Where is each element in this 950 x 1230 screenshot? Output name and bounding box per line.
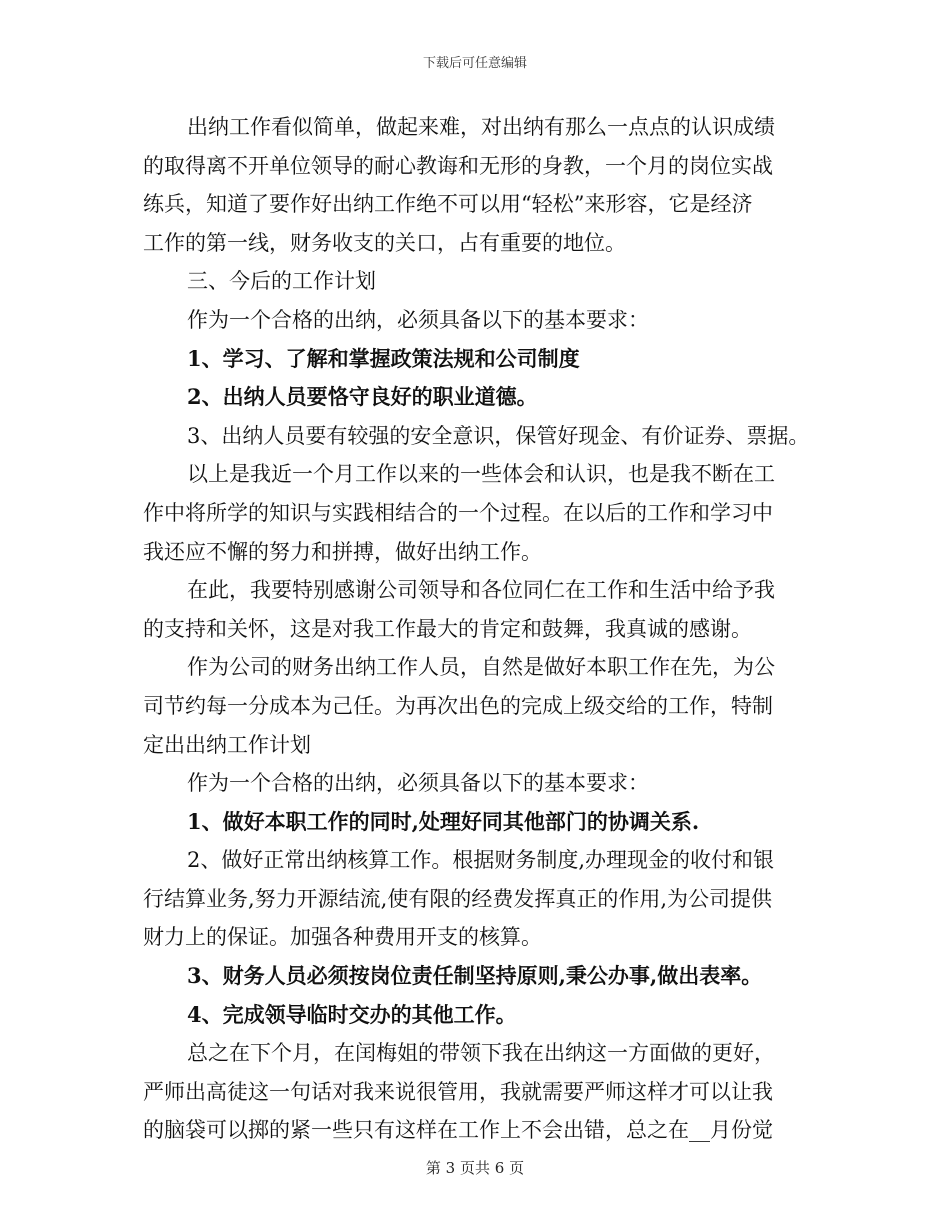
text-line: 2、做好正常出纳核算工作。根据财务制度,办理现金的收付和银 <box>187 848 775 873</box>
text-line: 作为一个合格的出纳，必须具备以下的基本要求： <box>187 771 649 796</box>
text-line: 作中将所学的知识与实践相结合的一个过程。在以后的工作和学习中 <box>143 500 773 525</box>
text-line: 作为公司的财务出纳工作人员，自然是做好本职工作在先，为公 <box>187 655 775 680</box>
text-line: 三、今后的工作计划 <box>187 269 376 294</box>
text-line: 的脑袋可以掷的紧一些只有这样在工作上不会出错，总之在__月份觉 <box>143 1118 773 1143</box>
text-line: 1、做好本职工作的同时,处理好同其他部门的协调关系. <box>187 808 700 834</box>
text-line: 1、学习、了解和掌握政策法规和公司制度 <box>187 345 580 371</box>
page-footer: 第 3 页共 6 页 <box>425 1159 525 1177</box>
text-line: 出纳工作看似简单，做起来难，对出纳有那么一点点的认识成绩 <box>187 115 775 139</box>
page-header: 下载后可任意编辑 <box>422 56 527 71</box>
document-body <box>143 108 823 1150</box>
text-line: 定出出纳工作计划 <box>143 732 311 757</box>
text-line: 作为一个合格的出纳，必须具备以下的基本要求： <box>187 307 649 332</box>
text-line: 2、出纳人员要恪守良好的职业道德。 <box>187 384 538 410</box>
text-line: 司节约每一分成本为己任。为再次出色的完成上级交给的工作，特制 <box>143 693 773 718</box>
text-line: 在此，我要特别感谢公司领导和各位同仁在工作和生活中给予我 <box>187 578 775 603</box>
text-line: 3、出纳人员要有较强的安全意识，保管好现金、有价证券、票据。 <box>187 423 810 448</box>
text-line: 财力上的保证。加强各种费用开支的核算。 <box>143 925 542 950</box>
text-line: 3、财务人员必须按岗位责任制坚持原则,秉公办事,做出表率。 <box>187 963 763 989</box>
text-line: 4、完成领导临时交办的其他工作。 <box>187 1001 517 1027</box>
text-line: 以上是我近一个月工作以来的一些体会和认识，也是我不断在工 <box>187 462 775 487</box>
text-line: 总之在下个月，在闰梅姐的带领下我在出纳这一方面做的更好， <box>187 1041 775 1066</box>
text-line: 行结算业务,努力开源结流,使有限的经费发挥真正的作用,为公司提供 <box>143 886 773 911</box>
text-line: 练兵，知道了要作好出纳工作绝不可以用“轻松”来形容，它是经济 <box>143 192 753 217</box>
text-line: 我还应不懈的努力和拼搏，做好出纳工作。 <box>143 539 542 564</box>
text-line: 的支持和关怀，这是对我工作最大的肯定和鼓舞，我真诚的感谢。 <box>143 616 752 641</box>
text-line: 的取得离不开单位领导的耐心教诲和无形的身教，一个月的岗位实战 <box>143 153 773 178</box>
text-line: 工作的第一线，财务收支的关口，占有重要的地位。 <box>143 230 626 255</box>
text-line: 严师出高徒这一句话对我来说很管用，我就需要严师这样才可以让我 <box>143 1079 773 1104</box>
